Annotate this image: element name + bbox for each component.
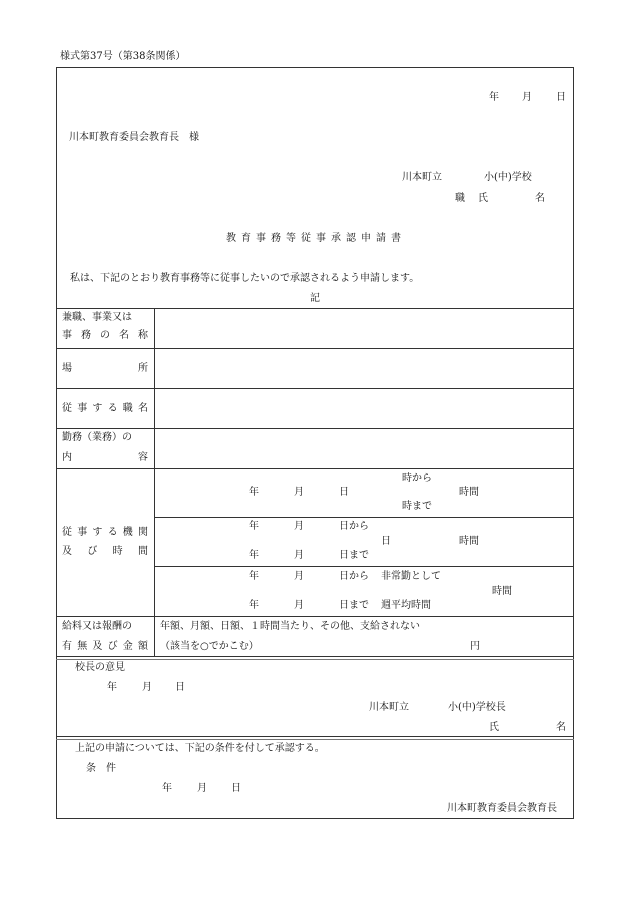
grid-line (56, 616, 574, 617)
period-label: 及び時間 (62, 546, 148, 557)
pay-label: 有無及び金額 (62, 641, 148, 652)
duty-label: 容 (138, 452, 148, 463)
grid-line (56, 736, 574, 737)
principal-school-prefix: 川本町立 (369, 702, 409, 713)
principal-school-suffix: 小(中)学校長 (448, 702, 506, 713)
applicant-name-shi: 氏 (478, 193, 488, 204)
year-mark: 年 (249, 571, 259, 582)
year-mark: 年 (249, 487, 259, 498)
day-mark: 日 (381, 536, 391, 547)
document-title: 教育事務等従事承認申請書 (226, 233, 406, 244)
from-time: 時から (402, 473, 432, 484)
ki: 記 (310, 293, 320, 304)
double-line (56, 739, 574, 740)
date-year: 年 (489, 92, 499, 103)
principal-name-shi: 氏 (489, 722, 499, 733)
date-day: 日 (556, 92, 566, 103)
principal-opinion-heading: 校長の意見 (75, 662, 125, 673)
pay-label: 給料又は報酬の (62, 621, 132, 632)
principal-day: 日 (175, 682, 185, 693)
month-mark: 月 (294, 521, 304, 532)
duty-label: 内 (62, 452, 72, 463)
applicant-name-mei: 名 (535, 193, 545, 204)
addressee: 川本町教育委員会教育長 様 (69, 132, 199, 143)
yen-mark: 円 (470, 641, 480, 652)
year-mark: 年 (249, 521, 259, 532)
grid-line (56, 468, 574, 469)
hours-mark: 時間 (459, 536, 479, 547)
weekly-average: 週平均時間 (381, 600, 431, 611)
date-month: 月 (522, 92, 532, 103)
concurrent-label: 事務の名称 (62, 330, 148, 341)
approval-day: 日 (231, 783, 241, 794)
applicant-school-prefix: 川本町立 (402, 172, 442, 183)
hours-mark: 時間 (492, 586, 512, 597)
statement: 私は、下記のとおり教育事務等に従事したいので承認されるよう申請します。 (70, 273, 420, 284)
pay-note: （該当を○でかこむ） (160, 641, 259, 652)
day-from: 日から (339, 571, 369, 582)
approval-year: 年 (162, 783, 172, 794)
double-line (56, 659, 574, 660)
approval-text: 上記の申請については、下記の条件を付して承認する。 (75, 743, 325, 754)
principal-name-mei: 名 (556, 722, 566, 733)
grid-line (56, 388, 574, 389)
month-mark: 月 (294, 487, 304, 498)
approval-month: 月 (197, 783, 207, 794)
year-mark: 年 (249, 550, 259, 561)
month-mark: 月 (294, 600, 304, 611)
principal-month: 月 (142, 682, 152, 693)
day-mark: 日 (339, 487, 349, 498)
month-mark: 月 (294, 571, 304, 582)
grid-line (56, 428, 574, 429)
applicant-school-suffix: 小(中)学校 (484, 172, 532, 183)
applicant-job: 職 (455, 193, 465, 204)
hours-mark: 時間 (459, 487, 479, 498)
grid-line (154, 517, 574, 518)
place-label: 場 (62, 363, 72, 374)
period-label: 従事する機関 (62, 527, 148, 538)
principal-year: 年 (107, 682, 117, 693)
pay-options: 年額、月額、日額、１時間当たり、その他、支給されない (160, 621, 420, 632)
concurrent-label: 兼職、事業又は (62, 312, 132, 323)
grid-line (56, 656, 574, 657)
duty-label: 勤務（業務）の (62, 432, 132, 443)
form-number: 様式第37号（第38条関係） (60, 51, 186, 62)
month-mark: 月 (294, 550, 304, 561)
place-label: 所 (138, 363, 148, 374)
to-time: 時まで (402, 501, 432, 512)
approval-signer: 川本町教育委員会教育長 (447, 803, 557, 814)
day-to: 日まで (339, 600, 369, 611)
approval-conditions: 条 件 (86, 763, 116, 774)
grid-line (56, 348, 574, 349)
day-to: 日まで (339, 550, 369, 561)
grid-line (56, 308, 574, 309)
part-time: 非常勤として (381, 571, 441, 582)
column-divider (154, 308, 155, 656)
day-from: 日から (339, 521, 369, 532)
year-mark: 年 (249, 600, 259, 611)
grid-line (154, 566, 574, 567)
position-label: 従事する職名 (62, 403, 148, 414)
